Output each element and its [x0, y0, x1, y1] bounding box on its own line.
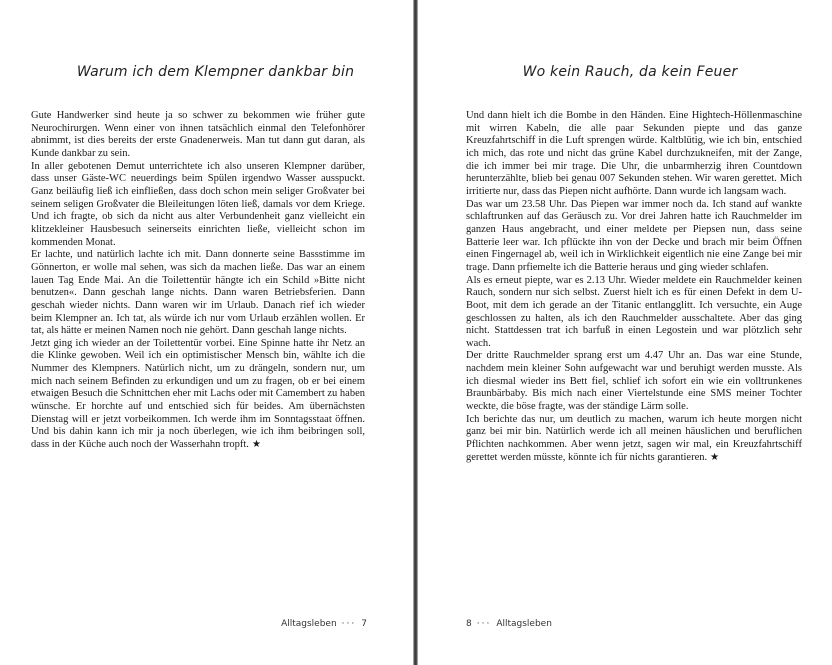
paragraph-last — [31, 338, 365, 452]
paragraph-text: Jetzt ging ich wieder an der Toilettentür vorbei. Eine Spinne hatte ihr Netz an die Klinke gewoben. Weil ich ein optimistischer Mensch bin, wählte ich die Nummer des Klempners. Natürlich nicht, um zu drängeln, sondern nur, um mich nach seinem Befinden zu erkundigen und um zu fragen, ob er bei einem etwaigen Besuch die Schnittchen eher mit Lachs oder mit Camembert zu haben wünsche. Er horchte auf und entschied sich für beides. Am übernächsten Dienstag will er jetzt vorbeikommen. Ich werde ihm im Sonntagsstaat öffnen. Und bis dahin kann ich mir ja noch überlegen, wie ich ihm beibringen soll, dass in der Küche auch noch der Wasserhahn tropft. — [31, 337, 365, 451]
right-page — [418, 0, 832, 665]
paragraph: Und dann hielt ich die Bombe in den Händen. Eine Hightech-Höllenmaschine mit wirren Kabeln, die alle paar Sekunden piepte und das ganze Kreuzfahrtschiff in die Luft sprengen würde. Kaltblütig, wie ich bin, entschied ich mich, das rote und nicht das grüne Kabel durchzukneifen, mit der Zange, die ich immer bei mir trage. Die Uhr, die unbarmherzig ihren Countdown herunterzählte, blieb bei genau 007 Sekunden stehen. Wir waren gerettet. Mich irritierte nur, dass das Piepen nicht aufhörte. Dann wurde ich langsam wach. — [466, 110, 802, 197]
page-number: 7 — [361, 619, 367, 629]
footer-dots: ··· — [476, 619, 492, 629]
page-title: Wo kein Rauch, da kein Feuer — [522, 64, 738, 80]
left-page — [0, 0, 413, 665]
paragraph: In aller gebotenen Demut unterrichtete ich also unseren Klempner darüber, dass unser Gäste-WC neuerdings beim Spülen irgendwo Wasser ausspuckt. Ganz beiläufig ließ ich einfließen, dass doch schon mein seliger Großvater bei seinem seligen Großvater die Bleileitungen löten ließ, damals vor dem Kriege. Und ich fragte, ob sich da nicht aus alter Verbundenheit ganz vielleicht ein klitzekleiner Hausbesuch seinerseits einrichten ließe, vielleicht schon im kommenden Monat. — [31, 160, 365, 248]
paragraph-last — [466, 414, 802, 465]
footer-section-label: Alltagsleben — [496, 619, 552, 629]
paragraph: Als es erneut piepte, war es 2.13 Uhr. Wieder meldete ein Rauchmelder keinen Rauch, sondern nur sich selbst. Zuerst hielt ich es für einen Defekt in dem U-Boot, mit dem ich gerade an der Titanic entlangglitt. Ich versuchte, ein Auge geschlossen zu halten, als ich den Rauchmelder ausschaltete. Aber das ging nicht. Stattdessen trat ich barfuß in einen Legostein und war plötzlich sehr wach. — [466, 274, 802, 349]
article-body — [31, 110, 365, 452]
paragraph: Das war um 23.58 Uhr. Das Piepen war immer noch da. Ich stand auf wankte schlaftrunken auf das Geräusch zu. Vor drei Jahren hatte ich Rauchmelder im ganzen Haus angebracht, und einer meldete per Piepsen nun, dass seine Batterie leer war. Ich pflückte ihn von der Decke und brach mir beim Öffnen einen Fingernagel ab, weil ich in Wirklichkeit eigentlich nie eine Zange bei mir trage. Dann prfiemelte ich die Batterie heraus und ging wieder schlafen. — [466, 198, 802, 273]
paragraph: Er lachte, und natürlich lachte ich mit. Dann donnerte seine Bassstimme im Gönnerton, er wolle mal sehen, was sich da machen ließe. Das war an einem lauen Tag Ende Mai. An die Toilettentür hängte ich ein Schild »Bitte nicht benutzen«. Dann geschah lange nichts. Dann waren Betriebsferien. Dann geschah wieder nichts. Dann waren wir im Urlaub. Danach rief ich wieder beim Klempner an. Ich tat, als würde ich nur vom Urlaub erzählen wollen. Er tat, als hätte er meinen Namen noch nie gehört. Dann geschah lange nichts. — [31, 249, 365, 337]
footer-section-label: Alltagsleben — [281, 619, 337, 629]
end-mark-star-icon: ★ — [710, 451, 720, 463]
end-mark-star-icon: ★ — [251, 439, 261, 451]
paragraph-text: Ich berichte das nur, um deutlich zu machen, warum ich heute morgen nicht ganz bei mir bin. Natürlich werde ich all meinen häuslichen und beruflichen Pflichten nachkommen. Aber wenn jetzt, sagen wir mal, ein Kreuzfahrtschiff gerettet werden müsste, könnte ich für nichts garantieren. — [466, 413, 802, 463]
page-number: 8 — [466, 619, 472, 629]
paragraph: Gute Handwerker sind heute ja so schwer zu bekommen wie früher gute Neurochirurgen. Wenn einer von ihnen tatsächlich einmal den Telefonhörer abnimmt, ist dies bereits der erste Gnadenerweis. Man tut dann gut daran, als Kunde dankbar zu sein. — [31, 110, 365, 159]
page-title: Warum ich dem Klempner dankbar bin — [76, 64, 355, 80]
paragraph: Der dritte Rauchmelder sprang erst um 4.47 Uhr an. Das war eine Stunde, nachdem mein kleiner Sohn aufgewacht war und beruhigt werden musste. Als ich diesmal wieder ins Bett fiel, schlief ich sofort ein wie ein volltrunkenes Braunbärbaby. Bis mich nach einer Viertelstunde eine SMS meiner Tochter weckte, die böse fragte, was der ständige Lärm solle. — [466, 350, 802, 413]
page-footer — [466, 619, 552, 629]
page-footer — [281, 619, 367, 629]
footer-dots: ··· — [341, 619, 357, 629]
article-body — [466, 110, 802, 464]
